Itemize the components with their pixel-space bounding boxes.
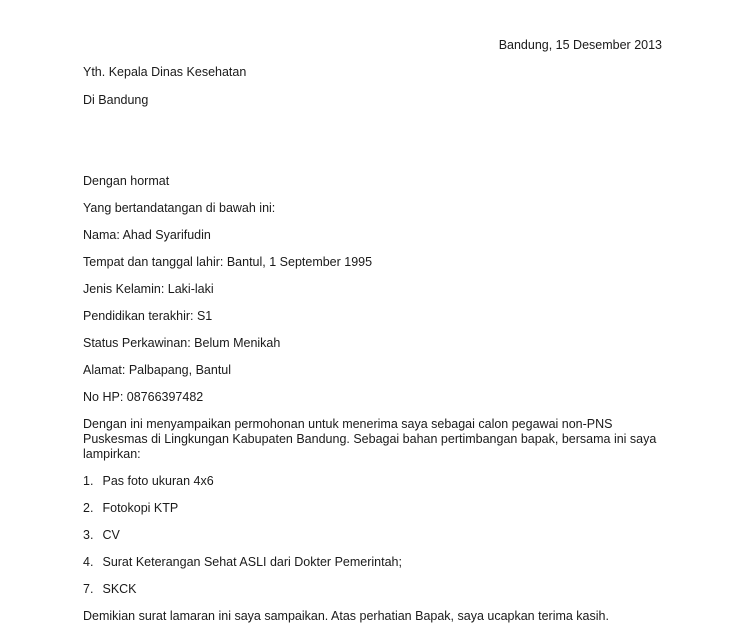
closing-text: Demikian surat lamaran ini saya sampaikan. Atas perhatian Bapak, saya ucapkan terima kasih. — [83, 609, 609, 623]
attachment-number: 2. — [83, 501, 94, 515]
field-marital-status: Status Perkawinan: Belum Menikah — [83, 336, 281, 350]
body-line: Puskesmas di Lingkungan Kabupaten Bandung. Sebagai bahan pertimbangan bapak, bersama ini saya — [83, 432, 657, 446]
intro-text: Yang bertandatangan di bawah ini: — [83, 201, 276, 215]
attachment-item — [83, 554, 402, 570]
attachment-text: Pas foto ukuran 4x6 — [102, 474, 214, 488]
attachment-number: 1. — [83, 474, 94, 488]
attachment-text: Surat Keterangan Sehat ASLI dari Dokter Pemerintah; — [102, 555, 402, 569]
attachment-item — [83, 527, 120, 543]
body-line: lampirkan: — [83, 447, 141, 461]
attachment-text: Fotokopi KTP — [102, 501, 179, 515]
field-phone: No HP: 08766397482 — [83, 390, 204, 404]
letter-date: Bandung, 15 Desember 2013 — [498, 38, 662, 52]
field-name: Nama: Ahad Syarifudin — [83, 228, 211, 242]
attachment-item — [83, 581, 137, 597]
recipient-place: Di Bandung — [83, 93, 149, 107]
field-education: Pendidikan terakhir: S1 — [83, 309, 213, 323]
field-address: Alamat: Palbapang, Bantul — [83, 363, 232, 377]
attachment-item — [83, 473, 214, 489]
salutation: Dengan hormat — [83, 174, 170, 188]
body-line: Dengan ini menyampaikan permohonan untuk menerima saya sebagai calon pegawai non-PNS — [83, 417, 613, 431]
attachment-text: SKCK — [102, 582, 137, 596]
attachment-number: 3. — [83, 528, 94, 542]
attachment-text: CV — [102, 528, 120, 542]
attachment-number: 4. — [83, 555, 94, 569]
field-gender: Jenis Kelamin: Laki-laki — [83, 282, 214, 296]
field-birth: Tempat dan tanggal lahir: Bantul, 1 September 1995 — [83, 255, 373, 269]
attachment-item — [83, 500, 178, 516]
recipient: Yth. Kepala Dinas Kesehatan — [83, 65, 247, 79]
attachment-number: 7. — [83, 582, 94, 596]
